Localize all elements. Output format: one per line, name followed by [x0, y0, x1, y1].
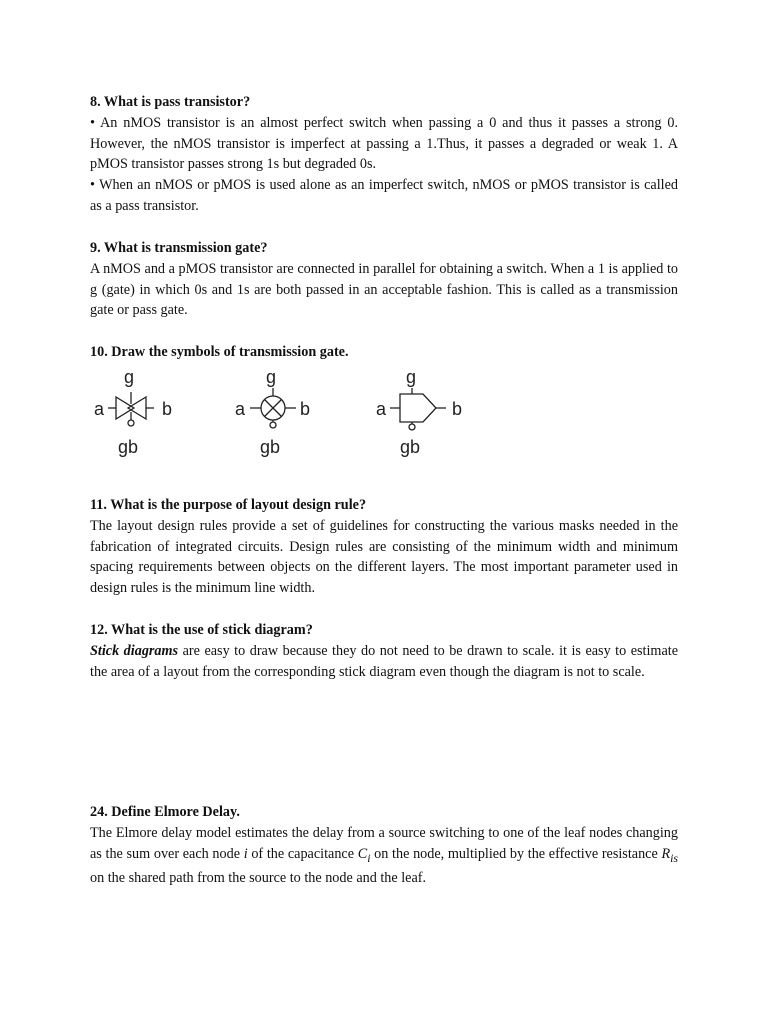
symbol-3-right-label: b	[452, 399, 463, 419]
symbols-svg	[90, 360, 490, 470]
q12-body-paragraph	[90, 641, 678, 683]
q24-heading: 24. Define Elmore Delay.	[90, 804, 240, 820]
symbol-2-left-label: a	[235, 399, 246, 419]
section-q12	[90, 620, 678, 682]
symbol-1-right-label: b	[162, 399, 173, 419]
transmission-gate-symbols	[90, 360, 490, 470]
section-q11	[90, 495, 678, 599]
section-q9	[90, 238, 678, 321]
q12-lead-term: Stick diagrams	[90, 642, 179, 659]
q24-var-i: i	[243, 845, 248, 862]
symbol-2-bottom-label: gb	[260, 437, 281, 457]
q24-sub-c: i	[367, 850, 371, 865]
section-q8	[90, 92, 678, 217]
q11-body: The layout design rules provide a set of guidelines for constructing the various masks needed in the fabrication of integrated circuits. Design rules are consisting of the minimum width and minimum spacing requirements between objects on the different layers. The most important parameter used in design rules is the minimum line width.	[90, 517, 678, 597]
q24-text-2: of the capacitance	[247, 845, 358, 862]
q9-heading: 9. What is transmission gate?	[90, 240, 268, 256]
symbol-3-left-label: a	[376, 399, 387, 419]
symbol-1-top-label: g	[124, 367, 135, 387]
q24-text-1: The Elmore delay model estimates the delay from a source switching to one of the leaf nodes changing as the sum over each node	[90, 824, 678, 862]
symbol-2-top-label: g	[266, 367, 277, 387]
q11-heading: 11. What is the purpose of layout design rule?	[90, 497, 367, 513]
tg-symbol-2	[235, 367, 310, 457]
section-q24	[90, 802, 678, 889]
q10-heading: 10. Draw the symbols of transmission gate.	[90, 344, 349, 360]
q8-heading: 8. What is pass transistor?	[90, 94, 251, 110]
symbol-3-bottom-label: gb	[400, 437, 421, 457]
q9-body: A nMOS and a pMOS transistor are connected in parallel for obtaining a switch. When a 1 is applied to g (gate) in which 0s and 1s are both passed in an acceptable fashion. This is called as a transmission gate or pass gate.	[90, 260, 678, 319]
symbol-1-bottom-label: gb	[118, 437, 139, 457]
q24-body-paragraph	[90, 823, 678, 889]
q8-bullet-2: • When an nMOS or pMOS is used alone as an imperfect switch, nMOS or pMOS transistor is called as a pass transistor.	[90, 177, 678, 214]
q24-sub-r: is	[670, 850, 679, 865]
q24-var-c: C	[357, 845, 368, 862]
q24-text-4: on the shared path from the source to the node and the leaf.	[90, 870, 427, 887]
q12-body: are easy to draw because they do not need to be drawn to scale. it is easy to estimate the area of a layout from the corresponding stick diagram even though the diagram is not to scale.	[90, 642, 679, 680]
symbol-3-top-label: g	[406, 367, 417, 387]
tg-symbol-3	[376, 367, 462, 457]
q8-bullet-1: • An nMOS transistor is an almost perfect switch when passing a 0 and thus it passes a strong 0. However, the nMOS transistor is imperfect at passing a 1.Thus, it passes a degraded or weak 1. A pMOS transistor passes strong 1s but degraded 0s.	[90, 114, 678, 173]
symbol-2-right-label: b	[300, 399, 311, 419]
symbol-1-left-label: a	[94, 399, 105, 419]
tg-symbol-1	[94, 367, 172, 457]
q24-var-r: R	[661, 845, 671, 862]
q12-heading: 12. What is the use of stick diagram?	[90, 622, 313, 638]
q24-text-3: on the node, multiplied by the effective resistance	[370, 845, 662, 862]
